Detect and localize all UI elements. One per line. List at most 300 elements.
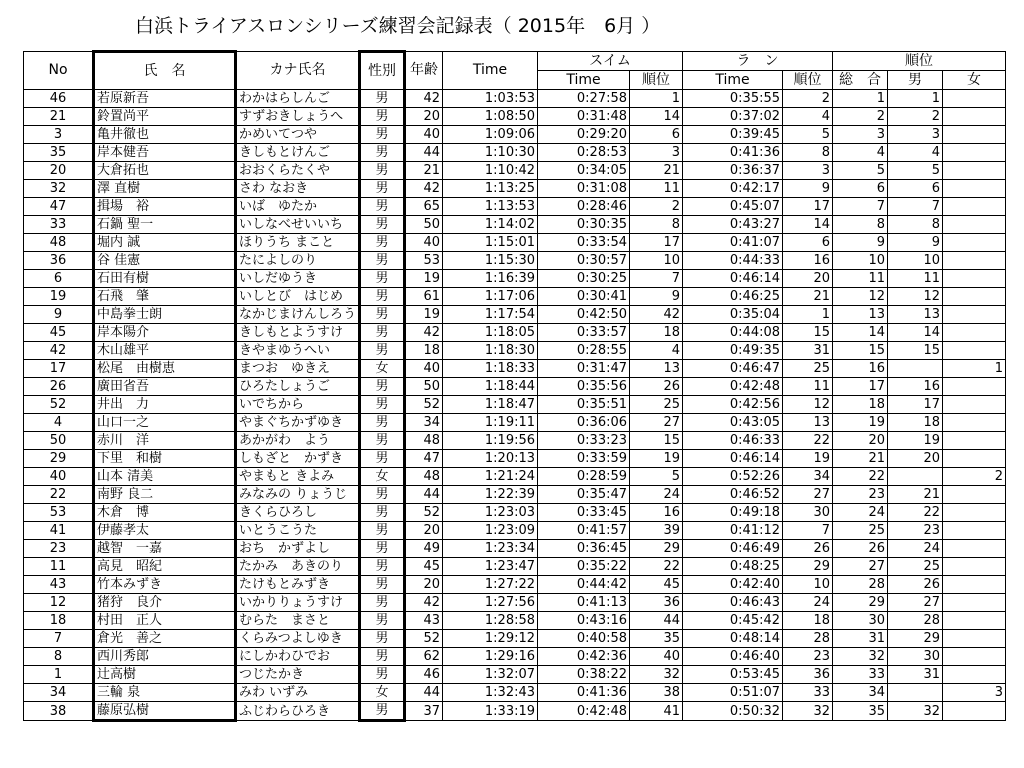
cell-no: 34: [24, 684, 94, 702]
cell-no: 20: [24, 162, 94, 180]
cell-no: 7: [24, 630, 94, 648]
table-row: [24, 594, 1006, 612]
cell-time: 1:18:05: [443, 324, 538, 342]
header-swim-rank: 順位: [630, 71, 683, 90]
cell-age: 62: [405, 648, 443, 666]
table-row: [24, 252, 1006, 270]
cell-rank-female: [943, 558, 1006, 576]
cell-rank-female: [943, 504, 1006, 522]
cell-swim-rank: 9: [630, 288, 683, 306]
cell-time: 1:32:07: [443, 666, 538, 684]
cell-no: 3: [24, 126, 94, 144]
cell-swim-time: 0:29:20: [538, 126, 630, 144]
cell-name: 三輪 泉: [94, 684, 236, 702]
cell-rank-female: [943, 630, 1006, 648]
cell-run-rank: 2: [783, 90, 833, 108]
cell-rank-female: [943, 342, 1006, 360]
cell-rank-female: [943, 450, 1006, 468]
cell-sex: 男: [360, 432, 405, 450]
cell-kana: いでちから: [236, 396, 360, 414]
cell-swim-rank: 1: [630, 90, 683, 108]
cell-age: 47: [405, 450, 443, 468]
cell-name: 西川秀郎: [94, 648, 236, 666]
cell-sex: 男: [360, 108, 405, 126]
cell-sex: 男: [360, 234, 405, 252]
cell-swim-rank: 27: [630, 414, 683, 432]
cell-sex: 男: [360, 252, 405, 270]
cell-run-time: 0:46:47: [683, 360, 783, 378]
cell-rank-male: 3: [888, 126, 943, 144]
cell-age: 44: [405, 486, 443, 504]
cell-swim-rank: 24: [630, 486, 683, 504]
cell-rank-female: [943, 702, 1006, 721]
cell-age: 21: [405, 162, 443, 180]
cell-rank-overall: 33: [833, 666, 888, 684]
cell-swim-rank: 4: [630, 342, 683, 360]
cell-no: 40: [24, 468, 94, 486]
cell-rank-overall: 19: [833, 414, 888, 432]
cell-run-rank: 3: [783, 162, 833, 180]
cell-age: 42: [405, 324, 443, 342]
cell-sex: 男: [360, 540, 405, 558]
cell-no: 22: [24, 486, 94, 504]
cell-age: 34: [405, 414, 443, 432]
cell-kana: つじたかき: [236, 666, 360, 684]
cell-time: 1:18:47: [443, 396, 538, 414]
table-row: [24, 360, 1006, 378]
cell-swim-rank: 5: [630, 468, 683, 486]
header-no: No: [24, 52, 94, 90]
header-rank-female: 女: [943, 71, 1006, 90]
cell-swim-time: 0:40:58: [538, 630, 630, 648]
cell-age: 40: [405, 360, 443, 378]
cell-rank-overall: 13: [833, 306, 888, 324]
cell-swim-time: 0:27:58: [538, 90, 630, 108]
cell-swim-time: 0:41:13: [538, 594, 630, 612]
table-row: [24, 144, 1006, 162]
cell-rank-overall: 24: [833, 504, 888, 522]
cell-swim-time: 0:30:41: [538, 288, 630, 306]
cell-time: 1:08:50: [443, 108, 538, 126]
cell-time: 1:23:47: [443, 558, 538, 576]
cell-rank-male: 31: [888, 666, 943, 684]
cell-rank-overall: 9: [833, 234, 888, 252]
cell-swim-time: 0:33:45: [538, 504, 630, 522]
cell-run-rank: 33: [783, 684, 833, 702]
cell-rank-female: [943, 486, 1006, 504]
cell-time: 1:10:42: [443, 162, 538, 180]
header-kana: カナ氏名: [236, 52, 360, 90]
cell-sex: 男: [360, 648, 405, 666]
cell-rank-female: [943, 198, 1006, 216]
cell-swim-time: 0:34:05: [538, 162, 630, 180]
cell-kana: おち かずよし: [236, 540, 360, 558]
cell-kana: きくらひろし: [236, 504, 360, 522]
cell-kana: いとうこうた: [236, 522, 360, 540]
cell-rank-female: [943, 252, 1006, 270]
cell-rank-male: 8: [888, 216, 943, 234]
cell-age: 45: [405, 558, 443, 576]
cell-name: 堀内 誠: [94, 234, 236, 252]
cell-swim-rank: 7: [630, 270, 683, 288]
cell-sex: 男: [360, 180, 405, 198]
cell-rank-male: 7: [888, 198, 943, 216]
cell-run-time: 0:49:35: [683, 342, 783, 360]
cell-swim-rank: 35: [630, 630, 683, 648]
cell-rank-male: 24: [888, 540, 943, 558]
table-row: [24, 648, 1006, 666]
cell-swim-rank: 32: [630, 666, 683, 684]
cell-kana: みわ いずみ: [236, 684, 360, 702]
cell-kana: いば ゆたか: [236, 198, 360, 216]
cell-rank-female: [943, 180, 1006, 198]
cell-time: 1:10:30: [443, 144, 538, 162]
table-row: [24, 432, 1006, 450]
cell-rank-female: [943, 288, 1006, 306]
cell-time: 1:13:25: [443, 180, 538, 198]
cell-time: 1:23:09: [443, 522, 538, 540]
cell-sex: 男: [360, 306, 405, 324]
cell-run-rank: 4: [783, 108, 833, 126]
cell-age: 48: [405, 432, 443, 450]
cell-sex: 男: [360, 612, 405, 630]
cell-time: 1:27:22: [443, 576, 538, 594]
cell-name: 木倉 博: [94, 504, 236, 522]
cell-name: 竹本みずき: [94, 576, 236, 594]
cell-rank-male: 5: [888, 162, 943, 180]
header-swim: スイム: [538, 52, 683, 71]
cell-age: 50: [405, 216, 443, 234]
cell-sex: 男: [360, 324, 405, 342]
cell-run-time: 0:53:45: [683, 666, 783, 684]
cell-run-rank: 30: [783, 504, 833, 522]
cell-rank-overall: 27: [833, 558, 888, 576]
cell-rank-female: [943, 108, 1006, 126]
cell-rank-male: 27: [888, 594, 943, 612]
cell-swim-rank: 17: [630, 234, 683, 252]
cell-rank-overall: 34: [833, 684, 888, 702]
cell-run-time: 0:35:04: [683, 306, 783, 324]
cell-rank-female: 1: [943, 360, 1006, 378]
cell-sex: 男: [360, 126, 405, 144]
cell-name: 中島拳士朗: [94, 306, 236, 324]
table-row: [24, 684, 1006, 702]
cell-no: 41: [24, 522, 94, 540]
results-body: [24, 90, 1006, 721]
cell-rank-overall: 23: [833, 486, 888, 504]
cell-name: 倉光 善之: [94, 630, 236, 648]
cell-rank-male: 26: [888, 576, 943, 594]
table-row: [24, 234, 1006, 252]
cell-rank-female: [943, 540, 1006, 558]
cell-rank-overall: 3: [833, 126, 888, 144]
table-row: [24, 162, 1006, 180]
cell-run-time: 0:46:52: [683, 486, 783, 504]
cell-no: 43: [24, 576, 94, 594]
cell-run-rank: 34: [783, 468, 833, 486]
cell-time: 1:19:11: [443, 414, 538, 432]
cell-kana: すずおきしょうへ: [236, 108, 360, 126]
cell-age: 19: [405, 306, 443, 324]
cell-age: 53: [405, 252, 443, 270]
cell-swim-time: 0:35:51: [538, 396, 630, 414]
cell-age: 42: [405, 180, 443, 198]
cell-run-time: 0:45:07: [683, 198, 783, 216]
cell-run-time: 0:46:43: [683, 594, 783, 612]
cell-sex: 女: [360, 468, 405, 486]
cell-rank-overall: 2: [833, 108, 888, 126]
cell-swim-time: 0:42:36: [538, 648, 630, 666]
cell-no: 26: [24, 378, 94, 396]
cell-rank-female: [943, 216, 1006, 234]
cell-swim-rank: 8: [630, 216, 683, 234]
cell-time: 1:09:06: [443, 126, 538, 144]
cell-swim-rank: 38: [630, 684, 683, 702]
cell-age: 42: [405, 90, 443, 108]
cell-swim-rank: 36: [630, 594, 683, 612]
header-rank: 順位: [833, 52, 1006, 71]
cell-run-rank: 16: [783, 252, 833, 270]
cell-swim-time: 0:44:42: [538, 576, 630, 594]
cell-kana: みなみの りょうじ: [236, 486, 360, 504]
cell-swim-time: 0:33:54: [538, 234, 630, 252]
cell-rank-male: 28: [888, 612, 943, 630]
cell-name: 大倉拓也: [94, 162, 236, 180]
cell-swim-time: 0:28:55: [538, 342, 630, 360]
cell-run-time: 0:42:48: [683, 378, 783, 396]
cell-sex: 男: [360, 504, 405, 522]
table-row: [24, 558, 1006, 576]
cell-rank-male: [888, 684, 943, 702]
cell-age: 18: [405, 342, 443, 360]
cell-swim-rank: 44: [630, 612, 683, 630]
cell-age: 61: [405, 288, 443, 306]
cell-rank-overall: 1: [833, 90, 888, 108]
cell-no: 9: [24, 306, 94, 324]
cell-no: 38: [24, 702, 94, 721]
table-row: [24, 324, 1006, 342]
cell-swim-time: 0:35:22: [538, 558, 630, 576]
cell-name: 谷 佳憲: [94, 252, 236, 270]
cell-kana: いかりりょうすけ: [236, 594, 360, 612]
cell-rank-female: [943, 234, 1006, 252]
cell-kana: まつお ゆきえ: [236, 360, 360, 378]
cell-run-rank: 27: [783, 486, 833, 504]
cell-rank-male: 16: [888, 378, 943, 396]
cell-name: 澤 直樹: [94, 180, 236, 198]
cell-sex: 男: [360, 198, 405, 216]
cell-run-time: 0:46:25: [683, 288, 783, 306]
cell-run-time: 0:46:49: [683, 540, 783, 558]
cell-rank-overall: 20: [833, 432, 888, 450]
cell-kana: かめいてつや: [236, 126, 360, 144]
cell-run-rank: 11: [783, 378, 833, 396]
cell-rank-overall: 21: [833, 450, 888, 468]
header-time: Time: [443, 52, 538, 90]
cell-time: 1:18:30: [443, 342, 538, 360]
cell-rank-male: 20: [888, 450, 943, 468]
cell-kana: いしとび はじめ: [236, 288, 360, 306]
cell-kana: たけもとみずき: [236, 576, 360, 594]
cell-rank-male: 29: [888, 630, 943, 648]
cell-kana: にしかわひでお: [236, 648, 360, 666]
cell-kana: さわ なおき: [236, 180, 360, 198]
cell-rank-male: 22: [888, 504, 943, 522]
cell-swim-rank: 19: [630, 450, 683, 468]
cell-run-time: 0:46:14: [683, 450, 783, 468]
cell-name: 村田 正人: [94, 612, 236, 630]
cell-rank-male: 14: [888, 324, 943, 342]
cell-name: 山口一之: [94, 414, 236, 432]
cell-rank-male: 19: [888, 432, 943, 450]
cell-sex: 男: [360, 594, 405, 612]
table-row: [24, 90, 1006, 108]
table-row: [24, 414, 1006, 432]
page-title: 白浜トライアスロンシリーズ練習会記録表（ 2015年 6月 ）: [135, 15, 661, 37]
cell-kana: あかがわ よう: [236, 432, 360, 450]
cell-run-rank: 9: [783, 180, 833, 198]
cell-time: 1:18:44: [443, 378, 538, 396]
table-row: [24, 198, 1006, 216]
cell-swim-time: 0:35:47: [538, 486, 630, 504]
table-row: [24, 306, 1006, 324]
cell-time: 1:03:53: [443, 90, 538, 108]
header-run-time: Time: [683, 71, 783, 90]
cell-run-time: 0:44:33: [683, 252, 783, 270]
table-row: [24, 126, 1006, 144]
cell-run-time: 0:49:18: [683, 504, 783, 522]
cell-run-time: 0:43:27: [683, 216, 783, 234]
cell-rank-overall: 7: [833, 198, 888, 216]
cell-name: 松尾 由樹恵: [94, 360, 236, 378]
cell-run-time: 0:42:17: [683, 180, 783, 198]
cell-age: 44: [405, 144, 443, 162]
cell-name: 木山雄平: [94, 342, 236, 360]
table-row: [24, 216, 1006, 234]
table-row: [24, 450, 1006, 468]
cell-run-time: 0:51:07: [683, 684, 783, 702]
header-rank-male: 男: [888, 71, 943, 90]
cell-name: 辻高樹: [94, 666, 236, 684]
cell-swim-time: 0:28:53: [538, 144, 630, 162]
cell-swim-time: 0:42:48: [538, 702, 630, 721]
cell-kana: ふじわらひろき: [236, 702, 360, 721]
cell-sex: 男: [360, 702, 405, 721]
cell-no: 1: [24, 666, 94, 684]
header-name: 氏 名: [94, 52, 236, 90]
cell-rank-overall: 16: [833, 360, 888, 378]
cell-run-rank: 17: [783, 198, 833, 216]
cell-kana: おおくらたくや: [236, 162, 360, 180]
cell-rank-male: 17: [888, 396, 943, 414]
cell-swim-rank: 40: [630, 648, 683, 666]
table-row: [24, 486, 1006, 504]
cell-run-rank: 28: [783, 630, 833, 648]
cell-name: 石田有樹: [94, 270, 236, 288]
cell-kana: いしなべせいいち: [236, 216, 360, 234]
cell-run-time: 0:48:25: [683, 558, 783, 576]
cell-age: 48: [405, 468, 443, 486]
cell-run-time: 0:39:45: [683, 126, 783, 144]
table-row: [24, 270, 1006, 288]
cell-sex: 男: [360, 558, 405, 576]
cell-rank-overall: 22: [833, 468, 888, 486]
cell-sex: 男: [360, 270, 405, 288]
cell-sex: 男: [360, 378, 405, 396]
cell-swim-time: 0:31:47: [538, 360, 630, 378]
cell-name: 石鍋 聖一: [94, 216, 236, 234]
cell-run-rank: 29: [783, 558, 833, 576]
cell-age: 65: [405, 198, 443, 216]
cell-swim-rank: 2: [630, 198, 683, 216]
cell-no: 29: [24, 450, 94, 468]
cell-no: 42: [24, 342, 94, 360]
cell-time: 1:15:30: [443, 252, 538, 270]
cell-run-time: 0:46:14: [683, 270, 783, 288]
table-row: [24, 576, 1006, 594]
cell-age: 49: [405, 540, 443, 558]
table-row: [24, 666, 1006, 684]
cell-time: 1:14:02: [443, 216, 538, 234]
header-run-rank: 順位: [783, 71, 833, 90]
cell-age: 52: [405, 630, 443, 648]
cell-swim-rank: 29: [630, 540, 683, 558]
cell-swim-time: 0:41:36: [538, 684, 630, 702]
table-row: [24, 180, 1006, 198]
cell-rank-overall: 26: [833, 540, 888, 558]
cell-age: 52: [405, 396, 443, 414]
cell-run-rank: 1: [783, 306, 833, 324]
cell-sex: 男: [360, 144, 405, 162]
cell-swim-time: 0:31:48: [538, 108, 630, 126]
cell-no: 50: [24, 432, 94, 450]
cell-age: 20: [405, 108, 443, 126]
cell-rank-male: 2: [888, 108, 943, 126]
cell-run-rank: 13: [783, 414, 833, 432]
cell-name: 猪狩 良介: [94, 594, 236, 612]
cell-run-time: 0:46:40: [683, 648, 783, 666]
cell-rank-male: 1: [888, 90, 943, 108]
cell-rank-male: 12: [888, 288, 943, 306]
cell-rank-female: [943, 432, 1006, 450]
cell-rank-male: 21: [888, 486, 943, 504]
cell-name: 山本 清美: [94, 468, 236, 486]
cell-run-rank: 12: [783, 396, 833, 414]
cell-time: 1:28:58: [443, 612, 538, 630]
cell-swim-rank: 42: [630, 306, 683, 324]
cell-sex: 男: [360, 162, 405, 180]
cell-swim-rank: 16: [630, 504, 683, 522]
cell-name: 越智 一嘉: [94, 540, 236, 558]
cell-run-rank: 36: [783, 666, 833, 684]
cell-run-time: 0:37:02: [683, 108, 783, 126]
table-row: [24, 342, 1006, 360]
cell-name: 岸本陽介: [94, 324, 236, 342]
cell-swim-time: 0:31:08: [538, 180, 630, 198]
cell-time: 1:33:19: [443, 702, 538, 721]
cell-run-rank: 23: [783, 648, 833, 666]
cell-no: 45: [24, 324, 94, 342]
cell-sex: 男: [360, 342, 405, 360]
cell-sex: 男: [360, 576, 405, 594]
cell-rank-male: [888, 360, 943, 378]
cell-swim-rank: 10: [630, 252, 683, 270]
cell-rank-overall: 17: [833, 378, 888, 396]
cell-run-rank: 20: [783, 270, 833, 288]
cell-run-time: 0:42:56: [683, 396, 783, 414]
cell-kana: わかはらしんご: [236, 90, 360, 108]
cell-age: 40: [405, 234, 443, 252]
